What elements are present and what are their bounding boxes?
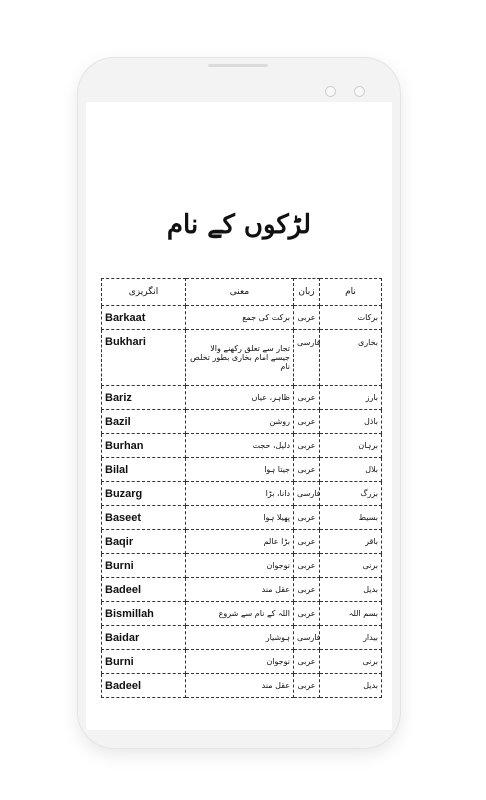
table-row	[102, 650, 382, 674]
english-cell: Bazil	[102, 410, 186, 434]
english-cell: Baseet	[102, 506, 186, 530]
meaning-cell: نوجوان	[186, 650, 294, 674]
phone-frame	[78, 58, 400, 748]
language-cell: فارسی	[294, 626, 320, 650]
header-language: زبان	[294, 279, 320, 306]
english-cell: Bukhari	[102, 330, 186, 386]
name-cell: بسم اللہ	[320, 602, 382, 626]
meaning-cell: تجار سے تعلق رکھنے والا جیسے امام بخاری بطور تخلص نام	[186, 330, 294, 386]
table-row	[102, 434, 382, 458]
name-cell: باذل	[320, 410, 382, 434]
table-row	[102, 530, 382, 554]
name-cell: بزرگ	[320, 482, 382, 506]
header-english: انگریزی	[102, 279, 186, 306]
table-row	[102, 386, 382, 410]
table-row	[102, 674, 382, 698]
table-row	[102, 626, 382, 650]
meaning-cell: بڑا عالم	[186, 530, 294, 554]
name-cell: بسیط	[320, 506, 382, 530]
name-cell: برکات	[320, 306, 382, 330]
sensor-icon	[354, 86, 365, 97]
language-cell: عربی	[294, 578, 320, 602]
english-cell: Baidar	[102, 626, 186, 650]
table-row	[102, 458, 382, 482]
app-screen[interactable]	[86, 102, 392, 730]
language-cell: فارسی	[294, 482, 320, 506]
language-cell: عربی	[294, 458, 320, 482]
english-cell: Baqir	[102, 530, 186, 554]
table-row	[102, 482, 382, 506]
name-cell: برنی	[320, 554, 382, 578]
page-title: لڑکوں کے نام	[166, 210, 312, 240]
english-cell: Bariz	[102, 386, 186, 410]
english-cell: Burni	[102, 650, 186, 674]
meaning-cell: عقل مند	[186, 578, 294, 602]
english-cell: Bilal	[102, 458, 186, 482]
name-cell: بیدار	[320, 626, 382, 650]
name-cell: بدیل	[320, 578, 382, 602]
speaker-grille	[208, 64, 268, 67]
meaning-cell: دلیل، حجت	[186, 434, 294, 458]
name-cell: بخاری	[320, 330, 382, 386]
english-cell: Badeel	[102, 578, 186, 602]
name-cell: بلال	[320, 458, 382, 482]
name-cell: بارز	[320, 386, 382, 410]
camera-icon	[325, 86, 336, 97]
table-row	[102, 330, 382, 386]
table-row	[102, 602, 382, 626]
meaning-cell: روشن	[186, 410, 294, 434]
names-table	[101, 278, 382, 698]
meaning-cell: برکت کی جمع	[186, 306, 294, 330]
meaning-cell: جیتا ہوا	[186, 458, 294, 482]
name-cell: بدیل	[320, 674, 382, 698]
name-cell: برہان	[320, 434, 382, 458]
meaning-cell: دانا، بڑا	[186, 482, 294, 506]
language-cell: عربی	[294, 554, 320, 578]
header-meaning: معنی	[186, 279, 294, 306]
meaning-cell: پھیلا ہوا	[186, 506, 294, 530]
language-cell: فارسی	[294, 330, 320, 386]
english-cell: Burhan	[102, 434, 186, 458]
language-cell: عربی	[294, 530, 320, 554]
english-cell: Badeel	[102, 674, 186, 698]
language-cell: عربی	[294, 650, 320, 674]
table-row	[102, 306, 382, 330]
header-name: نام	[320, 279, 382, 306]
language-cell: عربی	[294, 306, 320, 330]
language-cell: عربی	[294, 506, 320, 530]
meaning-cell: اللہ کے نام سے شروع	[186, 602, 294, 626]
table-header-row	[102, 279, 382, 306]
english-cell: Burni	[102, 554, 186, 578]
table-row	[102, 506, 382, 530]
meaning-cell: عقل مند	[186, 674, 294, 698]
table-row	[102, 578, 382, 602]
language-cell: عربی	[294, 674, 320, 698]
name-cell: برنی	[320, 650, 382, 674]
meaning-cell: ظاہر، عیاں	[186, 386, 294, 410]
language-cell: عربی	[294, 602, 320, 626]
meaning-cell: نوجوان	[186, 554, 294, 578]
english-cell: Barkaat	[102, 306, 186, 330]
name-cell: باقر	[320, 530, 382, 554]
language-cell: عربی	[294, 434, 320, 458]
meaning-cell: ہوشیار	[186, 626, 294, 650]
language-cell: عربی	[294, 410, 320, 434]
english-cell: Bismillah	[102, 602, 186, 626]
english-cell: Buzarg	[102, 482, 186, 506]
language-cell: عربی	[294, 386, 320, 410]
table-row	[102, 554, 382, 578]
table-row	[102, 410, 382, 434]
